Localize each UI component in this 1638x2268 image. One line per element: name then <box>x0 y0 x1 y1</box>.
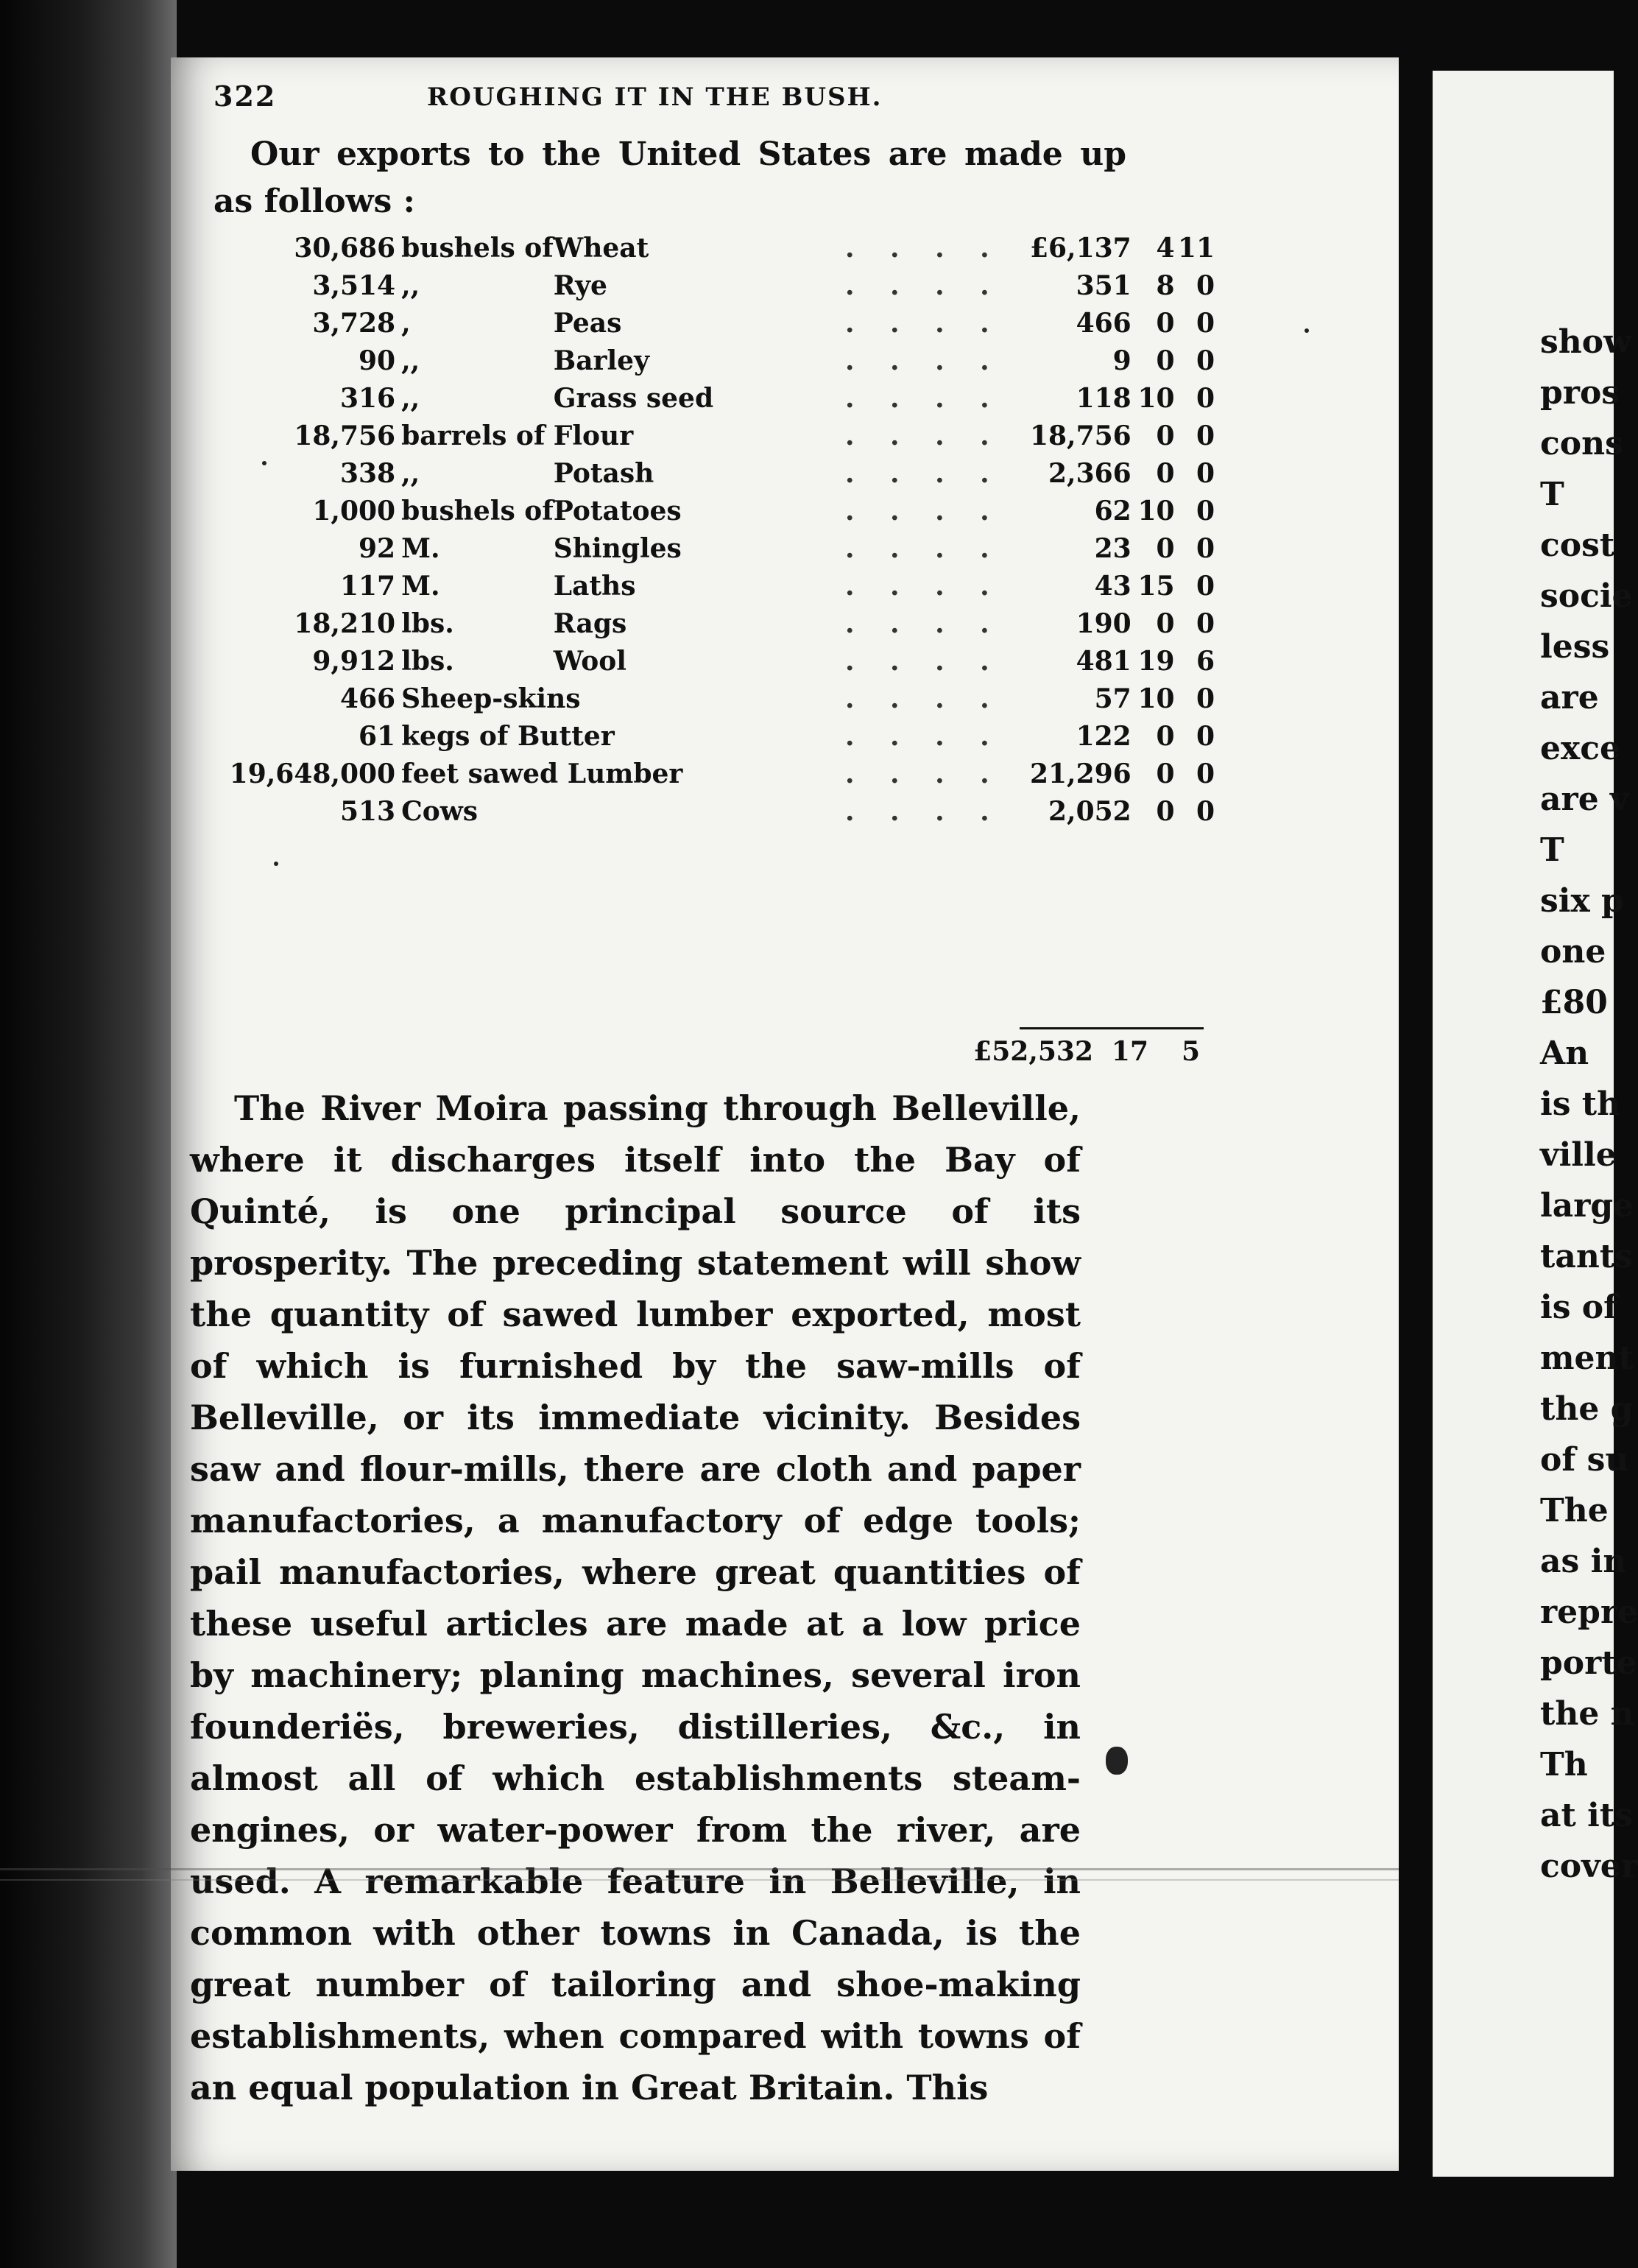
export-quantity: 316 <box>339 383 396 414</box>
export-unit: bushels of <box>401 233 554 264</box>
export-shillings: 19 <box>1137 646 1175 677</box>
export-shillings: 8 <box>1156 270 1175 301</box>
total-shillings: 17 <box>1111 1036 1148 1067</box>
leader-dots: . . . . <box>844 458 1003 489</box>
total-pence: 5 <box>1181 1036 1200 1067</box>
export-pounds: 481 <box>1076 646 1132 677</box>
export-row <box>213 305 1215 342</box>
export-pounds: 118 <box>1076 383 1132 414</box>
export-quantity: 338 <box>339 458 396 489</box>
export-quantity: 61 <box>359 721 396 752</box>
export-pence: 0 <box>1196 270 1215 301</box>
leader-dots: . . . . <box>844 420 1003 451</box>
export-unit: , <box>401 308 411 339</box>
export-pounds: 43 <box>1094 571 1132 602</box>
facing-page-line: tants <box>1540 1238 1633 1275</box>
export-pence: 0 <box>1196 308 1215 339</box>
export-quantity: 3,514 <box>312 270 396 301</box>
export-row <box>213 718 1215 756</box>
total-pounds: £52,532 <box>973 1036 1093 1067</box>
facing-page-line: is th <box>1540 1085 1621 1123</box>
export-row <box>213 530 1215 568</box>
export-quantity: 466 <box>339 683 396 714</box>
facing-page-line: cost <box>1540 526 1615 564</box>
facing-page-line: cover <box>1540 1848 1638 1885</box>
facing-page-line: ment <box>1540 1339 1634 1377</box>
facing-page-line: six p <box>1540 882 1624 920</box>
export-unit: M. <box>401 571 440 602</box>
export-row <box>213 680 1215 718</box>
facing-page-line: are <box>1540 679 1599 716</box>
export-pence: 0 <box>1196 383 1215 414</box>
export-unit: ,, <box>401 383 420 414</box>
export-row <box>213 568 1215 605</box>
leader-dots: . . . . <box>844 796 1003 827</box>
facing-page-line: £80 <box>1540 984 1608 1021</box>
facing-page-line: socie <box>1540 577 1633 615</box>
export-shillings: 0 <box>1156 721 1175 752</box>
export-row <box>213 493 1215 530</box>
export-shillings: 0 <box>1156 420 1175 451</box>
facing-page-line: of su <box>1540 1441 1629 1479</box>
export-pounds: £6,137 <box>1029 233 1132 264</box>
export-shillings: 0 <box>1156 458 1175 489</box>
leader-dots: . . . . <box>844 646 1003 677</box>
speck <box>274 862 278 866</box>
export-quantity: 117 <box>339 571 396 602</box>
export-shillings: 10 <box>1137 383 1175 414</box>
leader-dots: . . . . <box>844 383 1003 414</box>
facing-page-line: one <box>1540 933 1606 971</box>
export-pence: 0 <box>1196 533 1215 564</box>
export-item: Wool <box>553 646 626 677</box>
export-quantity: 513 <box>339 796 396 827</box>
export-row <box>213 418 1215 455</box>
export-pence: 0 <box>1196 796 1215 827</box>
facing-page-line: the n <box>1540 1695 1634 1733</box>
export-unit: M. <box>401 533 440 564</box>
facing-page-line: An <box>1540 1035 1589 1072</box>
export-pounds: 190 <box>1076 608 1132 639</box>
facing-page-line: as in <box>1540 1543 1627 1580</box>
export-pence: 0 <box>1196 420 1215 451</box>
facing-page-line: pros <box>1540 374 1620 412</box>
export-shillings: 10 <box>1137 496 1175 526</box>
export-unit: Cows <box>401 796 479 827</box>
export-shillings: 15 <box>1137 571 1175 602</box>
export-item: Rags <box>553 608 627 639</box>
export-quantity: 90 <box>359 345 396 376</box>
facing-page-line: at its <box>1540 1797 1633 1834</box>
export-pence: 0 <box>1196 721 1215 752</box>
export-unit: Sheep-skins <box>401 683 581 714</box>
export-pounds: 62 <box>1094 496 1132 526</box>
facing-page-line: T <box>1540 831 1564 869</box>
export-unit: feet sawed Lumber <box>401 758 683 789</box>
leader-dots: . . . . <box>844 571 1003 602</box>
export-pounds: 18,756 <box>1029 420 1132 451</box>
export-unit: ,, <box>401 458 420 489</box>
export-unit: bushels of <box>401 496 554 526</box>
facing-page-line: repre <box>1540 1593 1638 1631</box>
export-pounds: 57 <box>1094 683 1132 714</box>
export-pounds: 2,366 <box>1048 458 1132 489</box>
export-unit: ,, <box>401 270 420 301</box>
export-item: Rye <box>553 270 607 301</box>
export-pounds: 2,052 <box>1048 796 1132 827</box>
export-shillings: 0 <box>1156 608 1175 639</box>
scan-artifact-line <box>0 1868 1399 1870</box>
leader-dots: . . . . <box>844 758 1003 789</box>
export-row <box>213 756 1215 793</box>
export-shillings: 0 <box>1156 533 1175 564</box>
export-row <box>213 380 1215 418</box>
facing-page-line: T <box>1540 476 1564 513</box>
facing-page-text <box>1540 317 1638 1892</box>
export-pence: 11 <box>1177 233 1215 264</box>
scan-artifact-line <box>0 1879 1399 1881</box>
facing-page-line: is of <box>1540 1289 1618 1326</box>
export-pounds: 122 <box>1076 721 1132 752</box>
leader-dots: . . . . <box>844 308 1003 339</box>
export-row <box>213 605 1215 643</box>
facing-page-line: exce <box>1540 730 1621 767</box>
facing-page-line: The <box>1540 1492 1609 1529</box>
export-shillings: 0 <box>1156 796 1175 827</box>
export-quantity: 30,686 <box>294 233 396 264</box>
export-item: Wheat <box>553 233 649 264</box>
body-paragraph: The River Moira passing through Belleville, where it discharges itself into the Bay of Quinté, is one principal source of its prosperity. The preceding statement will show the quantity of sawed lumber exported, most of which is furnished by the saw-mills of Belleville, or its immediate vicinity. Besides saw and flour-mills, there are cloth and paper manufactories, a manufactory of edge tools; pail manufactories, where great quantities of these useful articles are made at a low price by machinery; planing machines, several iron founderiës, breweries, distilleries, &c., in almost all of which establishments steam-engines, or water-power from the river, are used. A remarkable feature in Belleville, in common with other towns in Canada, is the great number of tailoring and shoe-making establishments, when compared with towns of an equal population in Great Britain. This <box>190 1088 1081 2107</box>
export-row <box>213 793 1215 831</box>
export-shillings: 0 <box>1156 345 1175 376</box>
export-shillings: 0 <box>1156 308 1175 339</box>
leader-dots: . . . . <box>844 233 1003 264</box>
export-pounds: 351 <box>1076 270 1132 301</box>
export-quantity: 9,912 <box>312 646 396 677</box>
page-number: 322 <box>213 80 277 113</box>
intro-paragraph: Our exports to the United States are made up as follows : <box>213 135 1126 220</box>
export-row <box>213 455 1215 493</box>
export-pence: 0 <box>1196 458 1215 489</box>
exports-table <box>213 230 1215 831</box>
export-quantity: 3,728 <box>312 308 396 339</box>
export-unit: kegs of Butter <box>401 721 615 752</box>
export-item: Flour <box>553 420 634 451</box>
export-pence: 0 <box>1196 608 1215 639</box>
export-pence: 0 <box>1196 345 1215 376</box>
export-pence: 0 <box>1196 496 1215 526</box>
export-unit: lbs. <box>401 608 454 639</box>
running-title: ROUGHING IT IN THE BUSH. <box>427 82 883 112</box>
export-row <box>213 267 1215 305</box>
facing-page-line: ville <box>1540 1136 1617 1174</box>
leader-dots: . . . . <box>844 683 1003 714</box>
scan-gutter <box>0 0 177 2268</box>
export-pence: 0 <box>1196 758 1215 789</box>
export-unit: lbs. <box>401 646 454 677</box>
export-row <box>213 342 1215 380</box>
export-item: Laths <box>553 571 636 602</box>
export-pence: 0 <box>1196 683 1215 714</box>
leader-dots: . . . . <box>844 533 1003 564</box>
export-row <box>213 643 1215 680</box>
leader-dots: . . . . <box>844 721 1003 752</box>
total-rule <box>1020 1027 1204 1029</box>
facing-page-line: cons <box>1540 425 1623 462</box>
export-item: Peas <box>553 308 622 339</box>
speck <box>262 461 266 465</box>
running-head <box>213 80 1171 124</box>
leader-dots: . . . . <box>844 608 1003 639</box>
facing-page-line: large <box>1540 1187 1634 1225</box>
facing-page-line: less <box>1540 628 1610 666</box>
leader-dots: . . . . <box>844 345 1003 376</box>
export-quantity: 19,648,000 <box>229 758 396 789</box>
export-pounds: 9 <box>1112 345 1132 376</box>
export-pounds: 466 <box>1076 308 1132 339</box>
speck <box>1305 328 1309 333</box>
export-pounds: 21,296 <box>1029 758 1132 789</box>
total-row <box>946 1036 1211 1074</box>
export-pence: 0 <box>1196 571 1215 602</box>
export-pounds: 23 <box>1094 533 1132 564</box>
facing-page-line: show <box>1540 323 1631 361</box>
export-quantity: 1,000 <box>312 496 396 526</box>
export-quantity: 92 <box>359 533 396 564</box>
facing-page-line: are v <box>1540 781 1629 818</box>
facing-page-line: the g <box>1540 1390 1634 1428</box>
export-unit: barrels of <box>401 420 546 451</box>
ink-blot <box>1106 1747 1128 1775</box>
export-item: Potash <box>553 458 654 489</box>
export-pence: 6 <box>1196 646 1215 677</box>
export-item: Potatoes <box>553 496 682 526</box>
export-shillings: 4 <box>1156 233 1175 264</box>
leader-dots: . . . . <box>844 270 1003 301</box>
export-item: Shingles <box>553 533 682 564</box>
export-quantity: 18,210 <box>294 608 396 639</box>
facing-page-line: porte <box>1540 1644 1637 1682</box>
leader-dots: . . . . <box>844 496 1003 526</box>
export-shillings: 10 <box>1137 683 1175 714</box>
export-item: Grass seed <box>553 383 714 414</box>
facing-page-line: Th <box>1540 1746 1588 1783</box>
export-shillings: 0 <box>1156 758 1175 789</box>
export-item: Barley <box>553 345 649 376</box>
export-unit: ,, <box>401 345 420 376</box>
export-quantity: 18,756 <box>294 420 396 451</box>
export-row <box>213 230 1215 267</box>
